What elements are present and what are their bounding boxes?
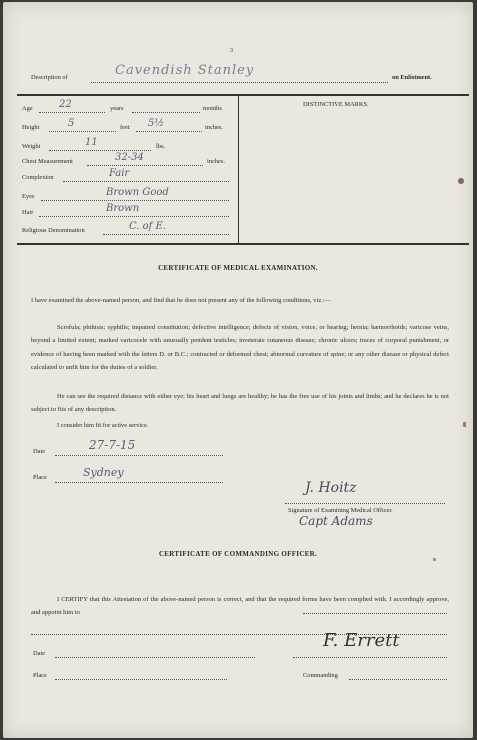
field-height-value2: 5½ <box>148 118 165 129</box>
field-complexion-label: Complexion <box>22 174 54 181</box>
commanding-date-label: Date <box>33 650 46 657</box>
description-dotted-line <box>91 82 388 83</box>
medical-fitness-paragraph: He can see the required distance with either eye; his heart and lungs are healthy; he has the free use of his joints and limbs; and he declares he is not subject to fits of any description. <box>31 393 449 414</box>
field-weight-line <box>49 150 151 151</box>
field-age-line <box>39 112 105 113</box>
appoint-line <box>303 613 447 614</box>
field-age-unit: years <box>110 105 124 112</box>
medical-signature-line <box>285 503 445 504</box>
commanding-signature-line <box>293 657 447 658</box>
field-complexion-value: Fair <box>109 168 130 179</box>
field-complexion-line <box>63 181 229 182</box>
field-age-unit2: months <box>203 105 222 112</box>
field-religion-line <box>103 234 229 235</box>
page-number: 3 <box>230 48 233 54</box>
commanding-place-line <box>55 679 227 680</box>
field-religion-value: C. of E. <box>129 221 167 232</box>
medical-officer-rank-signature: Capt Adams <box>299 514 373 528</box>
description-label: Description of <box>31 74 68 81</box>
field-chest-line <box>87 165 203 166</box>
field-chest-value: 32-34 <box>115 152 144 163</box>
field-inches-line <box>136 131 202 132</box>
field-eyes-label: Eyes <box>22 193 35 200</box>
medical-conditions-paragraph: Scrofula; phthisis; syphilis; impaired constitution; defective intelligence; defects of vision, voice, or hearing; hernia; hæmorrhoids; varicose veins, beyond a limited extent; marked varicocele with unusually pendent testicles; inveterate cutaneous disease; chronic ulcers; traces of corporal punishment, or evidence of having been marked with the letters D. or B.C.; contracted or deformed chest; abnormal curvature of spine; or any other disease or physical defect calculated to unfit him for the duties of a soldier. <box>31 324 449 371</box>
field-age-value: 22 <box>59 99 72 110</box>
ink-speck <box>463 422 466 427</box>
distinctive-marks-heading: DISTINCTIVE MARKS. <box>303 101 369 108</box>
field-religion-label: Religious Denomination <box>22 227 85 234</box>
medical-signature-caption: Signature of Examining Medical Officer. <box>288 507 393 514</box>
medical-date-value: 27-7-15 <box>89 438 136 452</box>
medical-place-label: Place <box>33 474 47 481</box>
field-height-label: Height <box>22 124 40 131</box>
description-suffix: on Enlistment. <box>392 74 432 81</box>
field-height-unit: feet <box>120 124 130 131</box>
field-chest-label: Chest Measurement <box>22 158 73 165</box>
field-hair-value: Brown <box>106 203 140 214</box>
middle-vertical-rule <box>238 94 239 244</box>
field-hair-label: Hair <box>22 209 34 216</box>
medical-certificate-title: CERTIFICATE OF MEDICAL EXAMINATION. <box>158 264 318 272</box>
commanding-officer-signature: F. Errett <box>323 630 400 651</box>
commanding-date-line <box>55 657 255 658</box>
field-weight-label: Weight <box>22 143 41 150</box>
attestation-page <box>3 2 473 738</box>
ink-speck-2 <box>433 558 436 561</box>
field-height-line <box>49 131 116 132</box>
medical-officer-signature: J. Hoitz <box>305 480 357 496</box>
top-rule <box>17 94 469 96</box>
field-eyes-value: Brown Good <box>106 187 169 198</box>
medical-date-label: Date <box>33 448 46 455</box>
field-weight-value: 11 <box>85 137 98 148</box>
description-handwritten-name: Cavendish Stanley <box>115 63 255 78</box>
medical-place-value: Sydney <box>83 466 124 479</box>
commanding-certificate-title: CERTIFICATE OF COMMANDING OFFICER. <box>158 550 318 558</box>
field-height-value: 5 <box>68 118 75 129</box>
field-height-unit2: inches. <box>205 124 223 131</box>
field-hair-line <box>39 216 229 217</box>
bottom-rule <box>17 243 469 245</box>
field-months-line <box>132 112 200 113</box>
field-age-label: Age <box>22 105 33 112</box>
field-eyes-line <box>41 200 229 201</box>
medical-place-line <box>55 482 223 483</box>
ink-stain <box>458 178 464 184</box>
commanding-place-label: Place <box>33 672 47 679</box>
medical-date-line <box>55 455 223 456</box>
field-chest-unit: inches. <box>207 158 225 165</box>
medical-intro-paragraph: I have examined the above-named person, and find that he does not present any of the following conditions, viz.:— <box>31 297 332 304</box>
commanding-label: Commanding <box>303 672 338 679</box>
fit-for-service-line: I consider him fit for active service. <box>57 422 149 429</box>
commanding-unit-line <box>349 679 447 680</box>
commanding-paragraph: I CERTIFY that this Attestation of the above-named person is correct, and that the required forms have been complied with. I accordingly approve, and appoint him to <box>31 596 449 617</box>
field-weight-unit: lbs. <box>156 143 166 150</box>
